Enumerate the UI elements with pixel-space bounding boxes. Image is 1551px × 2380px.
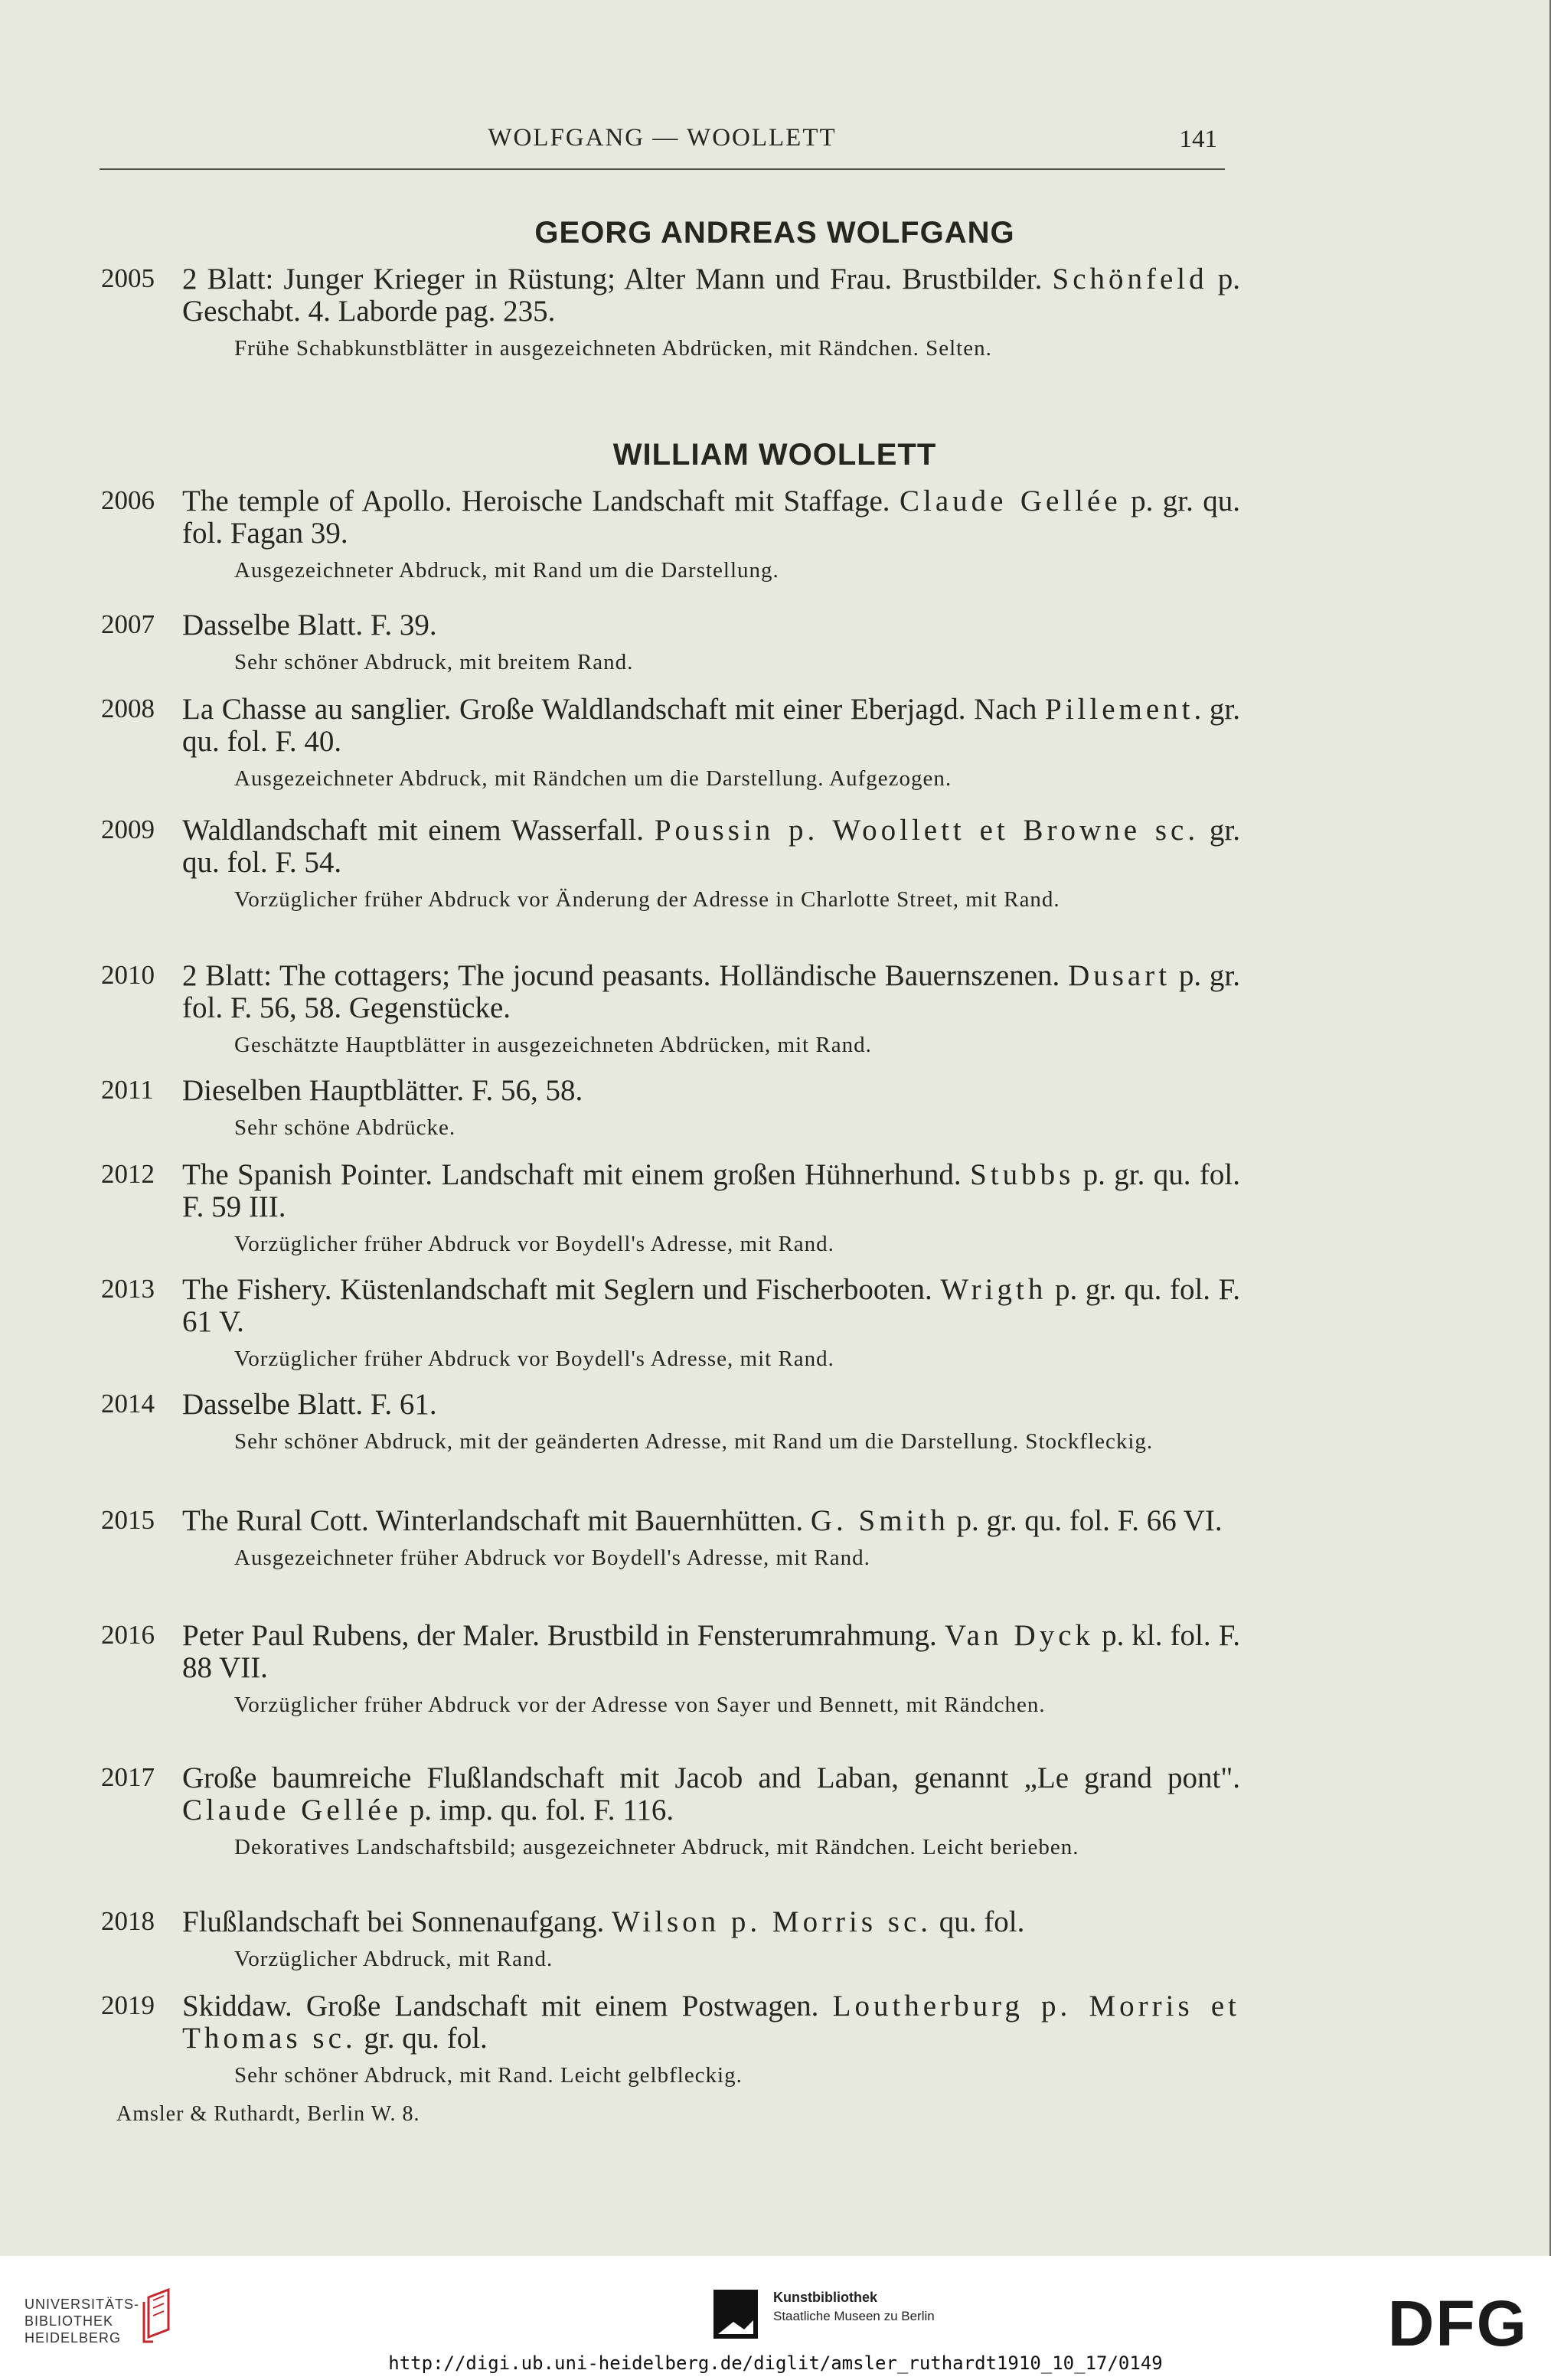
artist-heading: WILLIAM WOOLLETT bbox=[612, 438, 937, 472]
entry-description: Dasselbe Blatt. F. 39. bbox=[182, 609, 437, 642]
entry-description: Peter Paul Rubens, der Maler. Brustbild in Fensterumrahmung. Van Dyck p. kl. fol. F. 88 VII. bbox=[182, 1619, 1241, 1684]
catalog-entry bbox=[0, 960, 1240, 1060]
entry-description: Waldlandschaft mit einem Wasserfall. Poussin p. Woollett et Browne sc. gr. qu. fol. F. 54. bbox=[182, 814, 1241, 879]
catalog-entry bbox=[0, 609, 1240, 677]
lot-number: 2010 bbox=[101, 960, 155, 990]
catalog-entry bbox=[0, 1075, 1240, 1143]
catalog-entry bbox=[0, 1159, 1240, 1259]
catalog-entry bbox=[0, 263, 1240, 364]
publisher-imprint: Amsler & Ruthardt, Berlin W. 8. bbox=[116, 2102, 420, 2126]
entry-note: Vorzüglicher früher Abdruck vor der Adresse von Sayer und Bennett, mit Rändchen. bbox=[234, 1693, 1046, 1717]
entry-note: Ausgezeichneter Abdruck, mit Rändchen um die Darstellung. Aufgezogen. bbox=[234, 766, 952, 791]
lot-number: 2017 bbox=[101, 1762, 155, 1792]
page-number: 141 bbox=[1179, 126, 1217, 153]
lot-number: 2009 bbox=[101, 815, 155, 844]
lot-number: 2006 bbox=[101, 485, 155, 515]
kunstbibliothek-label: Kunstbibliothek Staatliche Museen zu Berlin bbox=[773, 2290, 935, 2323]
entry-note: Ausgezeichneter Abdruck, mit Rand um die Darstellung. bbox=[234, 558, 779, 583]
catalog-entry bbox=[0, 1505, 1240, 1573]
entry-description: Dasselbe Blatt. F. 61. bbox=[182, 1388, 437, 1421]
entry-note: Vorzüglicher Abdruck, mit Rand. bbox=[234, 1947, 553, 1971]
source-url[interactable]: http://digi.ub.uni-heidelberg.de/diglit/amsler_ruthardt1910_10_17/0149 bbox=[388, 2352, 1163, 2374]
entry-note: Geschätzte Hauptblätter in ausgezeichneten Abdrücken, mit Rand. bbox=[234, 1033, 872, 1057]
ub-heidelberg-logo-text: UNIVERSITÄTS- BIBLIOTHEK HEIDELBERG bbox=[24, 2297, 140, 2346]
kunstbibliothek-logo-icon bbox=[710, 2287, 761, 2342]
entry-description: The Spanish Pointer. Landschaft mit einem großen Hühnerhund. Stubbs p. gr. qu. fol. F. 59 III. bbox=[182, 1158, 1240, 1223]
lot-number: 2015 bbox=[101, 1505, 155, 1535]
entry-note: Vorzüglicher früher Abdruck vor Boydell's Adresse, mit Rand. bbox=[234, 1347, 834, 1371]
ub-heidelberg-mark-icon bbox=[138, 2287, 184, 2348]
catalog-entry bbox=[0, 815, 1240, 915]
entry-description: The Rural Cott. Winterlandschaft mit Bauernhütten. G. Smith p. gr. qu. fol. F. 66 VI. bbox=[182, 1504, 1223, 1537]
lot-number: 2007 bbox=[101, 609, 155, 639]
catalog-entry bbox=[0, 1762, 1240, 1863]
entry-note: Sehr schöner Abdruck, mit breitem Rand. bbox=[234, 650, 634, 674]
lot-number: 2008 bbox=[101, 694, 155, 723]
entry-description: Dieselben Hauptblätter. F. 56, 58. bbox=[182, 1074, 583, 1107]
entry-description: La Chasse au sanglier. Große Waldlandschaft mit einer Eberjagd. Nach Pillement. gr. qu. fol. F. 40. bbox=[182, 693, 1241, 758]
artist-heading: GEORG ANDREAS WOLFGANG bbox=[534, 216, 1015, 250]
entry-description: Große baumreiche Flußlandschaft mit Jacob and Laban, genannt „Le grand pont". Claude Gellée p. imp. qu. fol. F. 116. bbox=[182, 1761, 1240, 1827]
catalog-entry bbox=[0, 1620, 1240, 1720]
running-header bbox=[100, 122, 1225, 170]
entry-note: Vorzüglicher früher Abdruck vor Änderung der Adresse in Charlotte Street, mit Rand. bbox=[234, 887, 1060, 912]
lot-number: 2012 bbox=[101, 1159, 155, 1189]
entry-description: 2 Blatt: The cottagers; The jocund peasants. Holländische Bauernszenen. Dusart p. gr. fol. F. 56, 58. Gegenstücke. bbox=[182, 959, 1240, 1024]
digitization-footer bbox=[0, 2256, 1551, 2380]
entry-note: Vorzüglicher früher Abdruck vor Boydell's Adresse, mit Rand. bbox=[234, 1232, 834, 1256]
entry-note: Frühe Schabkunstblätter in ausgezeichneten Abdrücken, mit Rändchen. Selten. bbox=[234, 336, 992, 361]
lot-number: 2011 bbox=[101, 1075, 154, 1105]
entry-note: Ausgezeichneter früher Abdruck vor Boydell's Adresse, mit Rand. bbox=[234, 1546, 870, 1570]
entry-note: Sehr schöner Abdruck, mit der geänderten Adresse, mit Rand um die Darstellung. Stockfleckig. bbox=[234, 1429, 1154, 1454]
lot-number: 2018 bbox=[101, 1906, 155, 1936]
lot-number: 2013 bbox=[101, 1274, 155, 1304]
catalog-entry bbox=[0, 1990, 1240, 2091]
entry-note: Sehr schöner Abdruck, mit Rand. Leicht gelbfleckig. bbox=[234, 2063, 743, 2088]
entry-description: 2 Blatt: Junger Krieger in Rüstung; Alter Mann und Frau. Brustbilder. Schönfeld p. Geschabt. 4. Laborde pag. 235. bbox=[182, 263, 1241, 328]
catalog-entry bbox=[0, 694, 1240, 794]
lot-number: 2005 bbox=[101, 263, 155, 293]
lot-number: 2014 bbox=[101, 1389, 155, 1419]
catalog-entry bbox=[0, 1274, 1240, 1374]
catalog-entry bbox=[0, 1389, 1240, 1457]
header-title: WOLFGANG — WOOLLETT bbox=[488, 124, 837, 152]
entry-description: The temple of Apollo. Heroische Landschaft mit Staffage. Claude Gellée p. gr. qu. fol. Fagan 39. bbox=[182, 485, 1241, 550]
lot-number: 2019 bbox=[101, 1990, 155, 2020]
entry-description: The Fishery. Küstenlandschaft mit Seglern und Fischerbooten. Wrigth p. gr. qu. fol. F. 61 V. bbox=[182, 1273, 1241, 1338]
dfg-logo: DFG bbox=[1387, 2287, 1528, 2359]
entry-description: Skiddaw. Große Landschaft mit einem Postwagen. Loutherburg p. Morris et Thomas sc. gr. qu. fol. bbox=[182, 1990, 1240, 2055]
catalog-entry bbox=[0, 485, 1240, 586]
lot-number: 2016 bbox=[101, 1620, 155, 1650]
entry-description: Flußlandschaft bei Sonnenaufgang. Wilson p. Morris sc. qu. fol. bbox=[182, 1905, 1025, 1938]
entry-note: Dekoratives Landschaftsbild; ausgezeichneter Abdruck, mit Rändchen. Leicht berieben. bbox=[234, 1835, 1079, 1859]
entry-note: Sehr schöne Abdrücke. bbox=[234, 1115, 456, 1140]
catalog-entry bbox=[0, 1906, 1240, 1974]
